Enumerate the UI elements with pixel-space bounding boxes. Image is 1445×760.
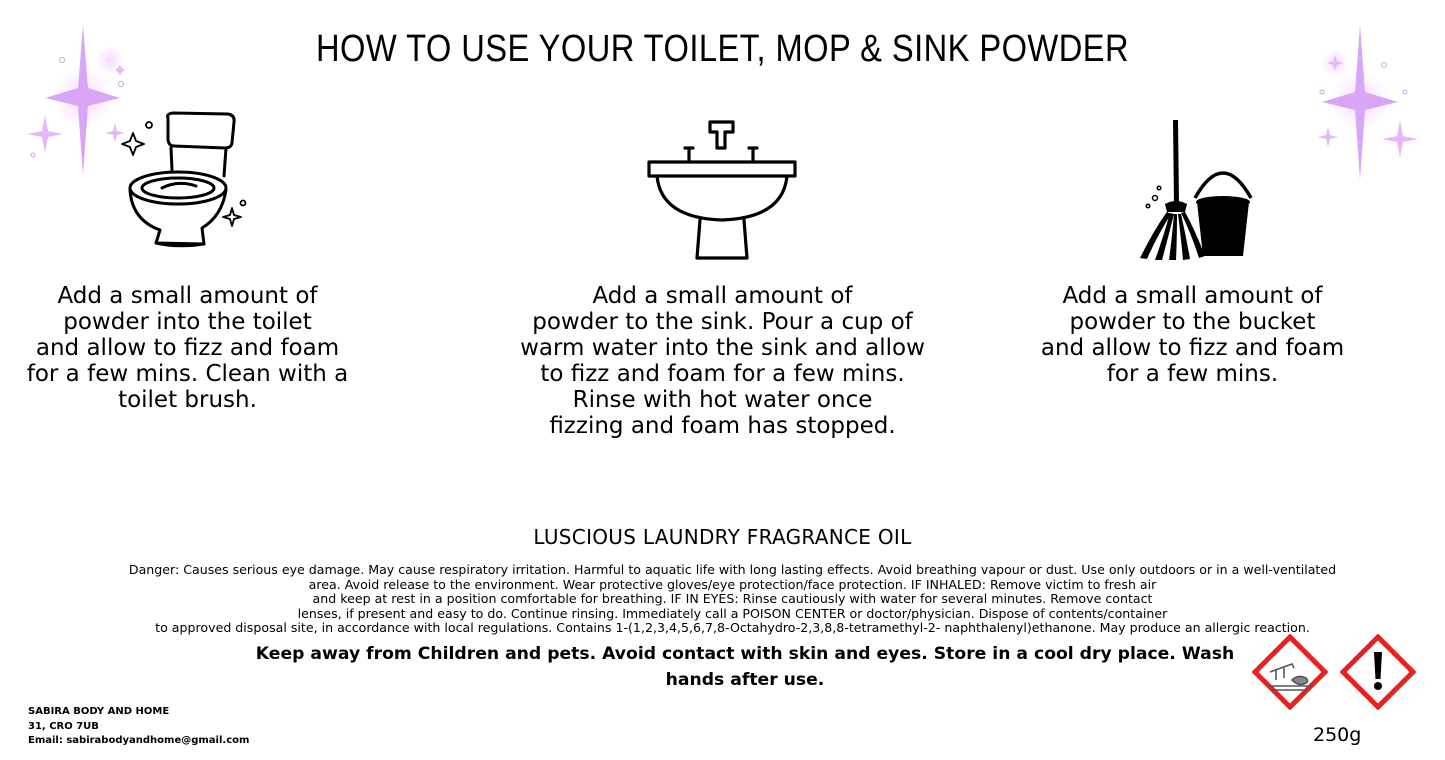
step-line: for a few mins. <box>1106 361 1279 387</box>
step-line: powder to the sink. Pour a cup of <box>532 309 913 335</box>
danger-line: and keep at rest in a position comfortable for breathing. IF IN EYES: Rinse cautiously with water for several minutes. Remove contact <box>312 591 1153 607</box>
company-address <box>28 705 249 749</box>
mop-bucket-icon <box>1135 118 1255 263</box>
danger-line: to approved disposal site, in accordance with local regulations. Contains 1-(1,2,3,4,5,6,7,8-Octahydro-2,3,8,8-tetramethyl-2- naphthalenyl)ethanone. May produce an allergic reaction. <box>155 620 1310 636</box>
danger-line: lenses, if present and easy to do. Continue rinsing. Immediately call a POISON CENTER or doctor/physician. Dispose of contents/container <box>297 605 1168 621</box>
step-line: to fizz and foam for a few mins. <box>540 361 905 387</box>
fragrance-name: LUSCIOUS LAUNDRY FRAGRANCE OIL <box>533 525 912 549</box>
step-line: fizzing and foam has stopped. <box>549 413 896 439</box>
safety-line: Keep away from Children and pets. Avoid contact with skin and eyes. Store in a cool dry place. Wash <box>255 644 1235 664</box>
step-bucket-text <box>1030 283 1355 387</box>
toilet-icon <box>118 108 253 253</box>
danger-statement <box>60 563 1405 636</box>
danger-line: Danger: Causes serious eye damage. May cause respiratory irritation. Harmful to aquatic life with long lasting effects. Avoid breathing vapour or dust. Use only outdoors or in a well-ventilated <box>128 562 1337 577</box>
company-name: SABIRA BODY AND HOME <box>28 706 170 717</box>
step-line: warm water into the sink and allow <box>520 335 925 361</box>
step-line: Add a small amount of <box>592 283 853 309</box>
safety-warning <box>245 641 1245 693</box>
environment-hazard-icon <box>1252 634 1328 710</box>
step-line: for a few mins. Clean with a <box>26 361 349 387</box>
sink-icon <box>645 118 800 263</box>
step-line: Rinse with hot water once <box>572 387 873 413</box>
step-line: Add a small amount of <box>1062 283 1323 309</box>
step-line: powder into the toilet <box>63 309 312 335</box>
step-line: powder to the bucket <box>1069 309 1316 335</box>
page-title: HOW TO USE YOUR TOILET, MOP & SINK POWDER <box>315 28 1129 70</box>
company-postcode: 31, CRO 7UB <box>28 720 99 732</box>
company-email: Email: sabirabodyandhome@gmail.com <box>28 735 250 746</box>
danger-line: area. Avoid release to the environment. Wear protective gloves/eye protection/face protection. IF INHALED: Remove victim to fresh air <box>308 576 1157 592</box>
step-line: and allow to fizz and foam <box>35 335 340 361</box>
safety-line: hands after use. <box>665 670 825 690</box>
step-toilet-text <box>20 283 355 413</box>
step-line: toilet brush. <box>118 387 257 413</box>
net-weight: 250g <box>1313 724 1362 746</box>
step-line: Add a small amount of <box>57 283 318 309</box>
step-sink-text <box>510 283 935 439</box>
step-line: and allow to fizz and foam <box>1040 335 1345 361</box>
exclamation-hazard-icon <box>1340 634 1416 710</box>
